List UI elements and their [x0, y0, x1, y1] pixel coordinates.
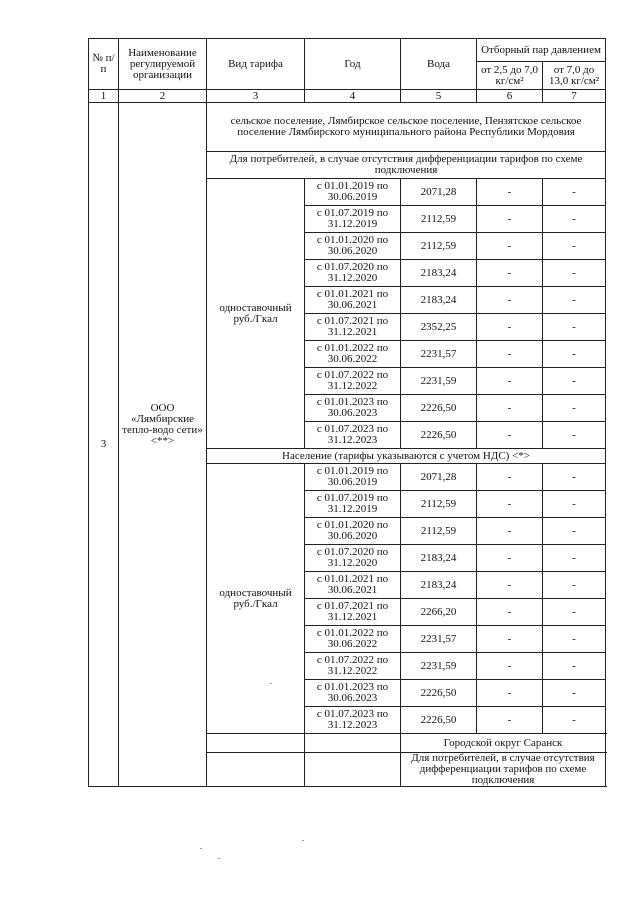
steam-high-cell: -: [543, 707, 606, 734]
water-tariff-cell: 2112,59: [401, 206, 477, 233]
water-tariff-cell: 2231,59: [401, 368, 477, 395]
water-tariff-cell: 2112,59: [401, 518, 477, 545]
water-tariff-cell: 2226,50: [401, 680, 477, 707]
scan-speck: [218, 858, 220, 859]
header-steam-low: от 2,5 до 7,0 кг/см²: [477, 62, 543, 90]
period-cell: с 01.01.2020 по 30.06.2020: [305, 518, 401, 545]
column-number: 7: [543, 90, 606, 103]
steam-high-cell: -: [543, 599, 606, 626]
period-cell: с 01.01.2020 по 30.06.2020: [305, 233, 401, 260]
steam-low-cell: -: [477, 314, 543, 341]
period-cell: с 01.07.2021 по 31.12.2021: [305, 314, 401, 341]
steam-low-cell: -: [477, 653, 543, 680]
steam-high-cell: -: [543, 545, 606, 572]
group-title: Население (тарифы указываются с учетом НДС) <*>: [207, 449, 606, 464]
water-tariff-cell: 2226,50: [401, 395, 477, 422]
empty-cell: [305, 734, 401, 753]
steam-low-cell: -: [477, 395, 543, 422]
steam-high-cell: -: [543, 314, 606, 341]
period-cell: с 01.07.2021 по 31.12.2021: [305, 599, 401, 626]
tariff-type-cell: одноставочный руб./Гкал: [207, 464, 305, 734]
period-cell: с 01.07.2019 по 31.12.2019: [305, 491, 401, 518]
water-tariff-cell: 2231,59: [401, 653, 477, 680]
steam-low-cell: -: [477, 491, 543, 518]
steam-low-cell: -: [477, 680, 543, 707]
water-tariff-cell: 2231,57: [401, 626, 477, 653]
period-cell: с 01.07.2020 по 31.12.2020: [305, 545, 401, 572]
period-cell: с 01.01.2021 по 30.06.2021: [305, 572, 401, 599]
period-cell: с 01.07.2022 по 31.12.2022: [305, 368, 401, 395]
steam-low-cell: -: [477, 341, 543, 368]
header-tariff-type: Вид тарифа: [207, 39, 305, 90]
column-number: 5: [401, 90, 477, 103]
water-tariff-cell: 2183,24: [401, 287, 477, 314]
steam-high-cell: -: [543, 341, 606, 368]
water-tariff-cell: 2352,25: [401, 314, 477, 341]
water-tariff-cell: 2071,28: [401, 179, 477, 206]
steam-high-cell: -: [543, 422, 606, 449]
column-number: 3: [207, 90, 305, 103]
steam-low-cell: -: [477, 599, 543, 626]
scan-speck: [302, 840, 304, 841]
steam-high-cell: -: [543, 626, 606, 653]
period-cell: с 01.07.2023 по 31.12.2023: [305, 707, 401, 734]
steam-low-cell: -: [477, 422, 543, 449]
period-cell: с 01.01.2022 по 30.06.2022: [305, 626, 401, 653]
steam-high-cell: -: [543, 368, 606, 395]
water-tariff-cell: 2183,24: [401, 545, 477, 572]
header-year: Год: [305, 39, 401, 90]
column-number: 6: [477, 90, 543, 103]
period-cell: с 01.07.2022 по 31.12.2022: [305, 653, 401, 680]
steam-low-cell: -: [477, 464, 543, 491]
steam-low-cell: -: [477, 518, 543, 545]
period-cell: с 01.01.2022 по 30.06.2022: [305, 341, 401, 368]
empty-cell: [305, 753, 401, 787]
row-index: 3: [89, 103, 119, 787]
organization-name: [119, 103, 207, 787]
water-tariff-cell: 2112,59: [401, 491, 477, 518]
tariff-type-cell: одноставочный руб./Гкал: [207, 179, 305, 449]
scan-speck: [200, 848, 202, 849]
water-tariff-cell: 2183,24: [401, 572, 477, 599]
steam-high-cell: -: [543, 287, 606, 314]
group-title: Для потребителей, в случае отсутствия дифференциации тарифов по схеме подключения: [207, 152, 606, 179]
period-cell: с 01.07.2019 по 31.12.2019: [305, 206, 401, 233]
empty-cell: [207, 734, 305, 753]
period-cell: с 01.01.2019 по 30.06.2019: [305, 179, 401, 206]
steam-low-cell: -: [477, 572, 543, 599]
steam-low-cell: -: [477, 233, 543, 260]
steam-high-cell: -: [543, 260, 606, 287]
water-tariff-cell: 2266,20: [401, 599, 477, 626]
steam-low-cell: -: [477, 545, 543, 572]
territory-title: Городской округ Саранск: [401, 734, 606, 753]
steam-low-cell: -: [477, 179, 543, 206]
steam-high-cell: -: [543, 206, 606, 233]
period-cell: с 01.07.2023 по 31.12.2023: [305, 422, 401, 449]
steam-high-cell: -: [543, 233, 606, 260]
header-steam: Отборный пар давлением: [477, 39, 606, 62]
steam-high-cell: -: [543, 464, 606, 491]
group-title: Для потребителей, в случае отсутствия дифференциации тарифов по схеме подключения: [401, 753, 606, 787]
water-tariff-cell: 2112,59: [401, 233, 477, 260]
steam-low-cell: -: [477, 260, 543, 287]
steam-high-cell: -: [543, 572, 606, 599]
steam-high-cell: -: [543, 653, 606, 680]
column-number: 1: [89, 90, 119, 103]
period-cell: с 01.01.2023 по 30.06.2023: [305, 680, 401, 707]
water-tariff-cell: 2226,50: [401, 707, 477, 734]
steam-low-cell: -: [477, 287, 543, 314]
column-number: 4: [305, 90, 401, 103]
steam-low-cell: -: [477, 368, 543, 395]
period-cell: с 01.01.2021 по 30.06.2021: [305, 287, 401, 314]
period-cell: с 01.01.2019 по 30.06.2019: [305, 464, 401, 491]
steam-high-cell: -: [543, 179, 606, 206]
water-tariff-cell: 2071,28: [401, 464, 477, 491]
water-tariff-cell: 2183,24: [401, 260, 477, 287]
steam-low-cell: -: [477, 206, 543, 233]
scan-speck: [270, 683, 272, 684]
period-cell: с 01.01.2023 по 30.06.2023: [305, 395, 401, 422]
territory-title: сельское поселение, Лямбирское сельское поселение, Пензятское сельское поселение Лямбирского муниципального района Республики Мордовия: [207, 103, 606, 152]
header-water: Вода: [401, 39, 477, 90]
empty-cell: [207, 753, 305, 787]
tariff-table: [88, 38, 606, 787]
header-steam-high: от 7,0 до 13,0 кг/см²: [543, 62, 606, 90]
column-number-row: [89, 90, 606, 103]
column-number: 2: [119, 90, 207, 103]
organization-name-text: ООО «Лямбирские тепло-водо сети» <**>: [122, 401, 203, 447]
steam-high-cell: -: [543, 680, 606, 707]
header-num: № п/п: [89, 39, 119, 90]
steam-high-cell: -: [543, 491, 606, 518]
water-tariff-cell: 2231,57: [401, 341, 477, 368]
water-tariff-cell: 2226,50: [401, 422, 477, 449]
steam-low-cell: -: [477, 707, 543, 734]
period-cell: с 01.07.2020 по 31.12.2020: [305, 260, 401, 287]
steam-high-cell: -: [543, 518, 606, 545]
header-organization: Наименование регулируемой организации: [119, 39, 207, 90]
steam-low-cell: -: [477, 626, 543, 653]
steam-high-cell: -: [543, 395, 606, 422]
